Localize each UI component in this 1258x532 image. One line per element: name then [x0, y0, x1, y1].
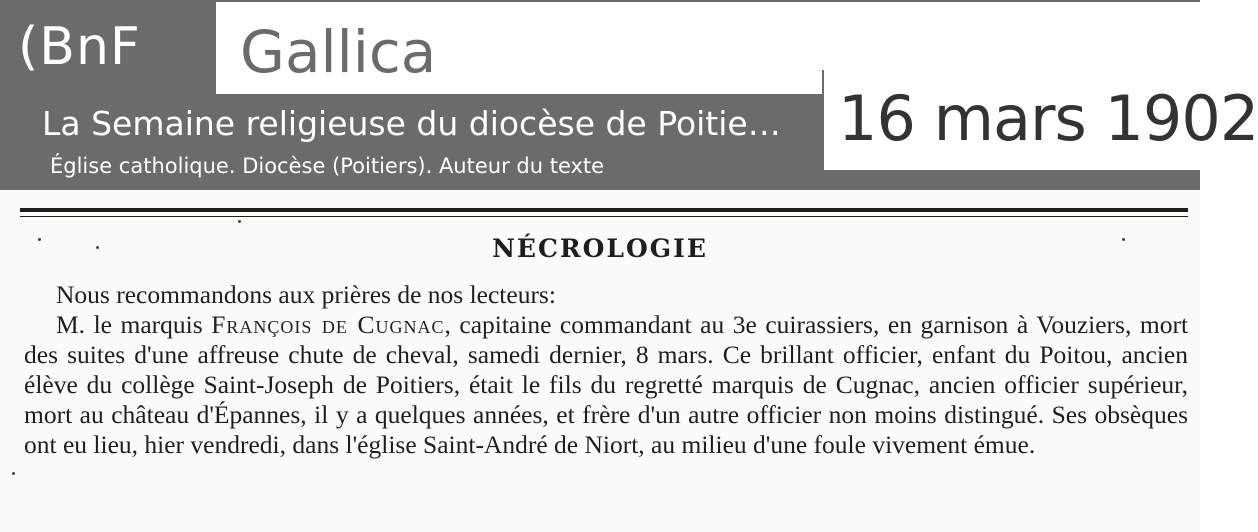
print-speck: [238, 220, 241, 223]
header-rule-thick: [20, 208, 1188, 212]
newspaper-scan: [0, 190, 1200, 532]
gallica-header: [0, 0, 1258, 190]
article-text: , capitaine commandant au 3e cuirassiers, en garnison à Vouziers, mort des suites d'une affreuse chute de cheval, samedi dernier, 8 mars. Ce brillant officier, enfant du Poitou, ancien élève du collège Saint-Joseph de Poitiers, était le fils du regretté marquis de Cugnac, ancien officier supérieur, mort au château d'Épannes, il y a quelques années, et frère d'un autre officier non moins distingué. Ses obsèques ont eu lieu, hier vendredi, dans l'église Saint-André de Niort, au milieu d'une foule vivement émue.: [24, 310, 1189, 459]
gallica-brand[interactable]: Gallica: [240, 18, 437, 86]
article-body: [24, 280, 1188, 460]
document-author: Église catholique. Diocèse (Poitiers). Auteur du texte: [50, 154, 605, 178]
print-speck: [12, 472, 15, 475]
header-bottom-bar: [822, 170, 1200, 190]
header-rule-thin: [20, 216, 1188, 217]
article-paragraph: [24, 310, 1188, 460]
document-title[interactable]: La Semaine religieuse du diocèse de Poitie…: [42, 104, 781, 143]
bnf-logo[interactable]: (BnF: [0, 0, 216, 94]
section-heading: NÉCROLOGIE: [492, 234, 708, 263]
issue-date-box: [822, 70, 1258, 170]
document-info-panel: [0, 94, 822, 190]
issue-date: 16 mars 1902: [838, 82, 1258, 155]
deceased-name: François de Cugnac: [211, 310, 445, 339]
article-intro: Nous recommandons aux prières de nos lecteurs:: [56, 280, 556, 309]
article-prefix: M. le marquis: [56, 310, 203, 339]
